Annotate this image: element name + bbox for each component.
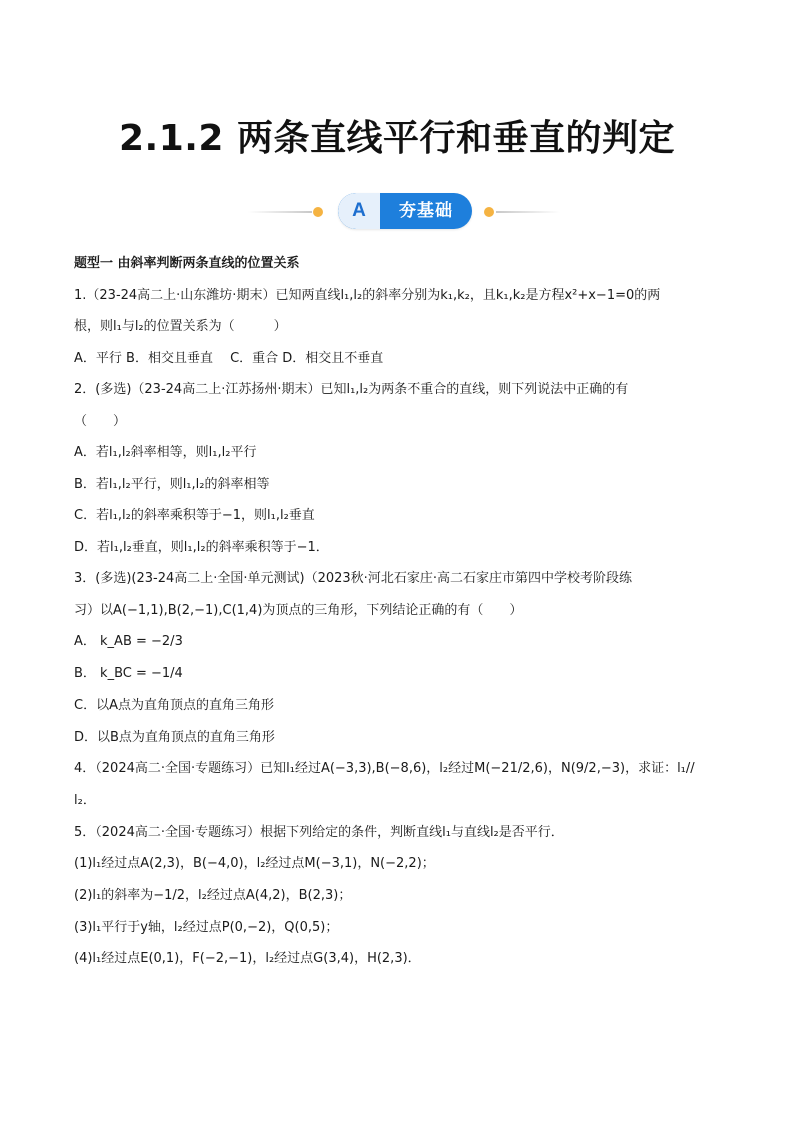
level-badge — [338, 193, 472, 229]
question-5-part-3: (3)l₁平行于y轴，l₂经过点P(0,−2)，Q(0,5)； — [74, 919, 339, 935]
question-2-line-1: 2．(多选)（23-24高二上·江苏扬州·期末）已知l₁,l₂为两条不重合的直线，则下列说法中正确的有 — [74, 382, 629, 397]
question-3-line-1: 3．(多选)(23-24高二上·全国·单元测试)（2023秋·河北石家庄·高二石家庄市第四中学校考阶段练 — [74, 571, 632, 586]
question-3-line-2: 习）以A(−1,1),B(2,−1),C(1,4)为顶点的三角形，下列结论正确的有（ ） — [74, 602, 523, 618]
question-2-option-b: B．若l₁,l₂平行，则l₁,l₂的斜率相等 — [74, 476, 270, 492]
dot-decoration-left — [313, 207, 323, 217]
level-letter: A — [338, 193, 380, 229]
question-1-options: A．平行 B．相交且垂直 C．重合 D．相交且不垂直 — [74, 350, 384, 366]
question-1-line-2: 根，则l₁与l₂的位置关系为（ ） — [74, 319, 287, 334]
divider-left — [248, 211, 312, 213]
question-3-option-c: C．以A点为直角顶点的直角三角形 — [74, 698, 274, 713]
question-2-line-2: （ ） — [74, 413, 127, 429]
question-1-line-1: 1.（23-24高二上·山东潍坊·期末）已知两直线l₁,l₂的斜率分别为k₁,k₂，且k₁,k₂是方程x²+x−1=0的两 — [74, 287, 661, 303]
question-3-option-a: A． k_AB = −2/3 — [74, 634, 183, 649]
dot-decoration-right — [484, 207, 494, 217]
question-3-option-b: B． k_BC = −1/4 — [74, 666, 183, 681]
question-5-stem: 5．（2024高二·全国·专题练习）根据下列给定的条件，判断直线l₁与直线l₂是否平行． — [74, 824, 564, 840]
question-list — [74, 248, 730, 975]
question-4-line-2: l₂． — [74, 793, 96, 808]
question-5-part-4: (4)l₁经过点E(0,1)，F(−2,−1)，l₂经过点G(3,4)，H(2,3)． — [74, 951, 421, 966]
question-2-option-c: C．若l₁,l₂的斜率乘积等于−1，则l₁,l₂垂直 — [74, 508, 315, 523]
question-2-option-d: D．若l₁,l₂垂直，则l₁,l₂的斜率乘积等于−1． — [74, 539, 329, 555]
section-heading: 题型一 由斜率判断两条直线的位置关系 — [74, 256, 300, 271]
question-5-part-2: (2)l₁的斜率为−1/2，l₂经过点A(4,2)，B(2,3)； — [74, 887, 352, 903]
divider-right — [496, 211, 560, 213]
question-5-part-1: (1)l₁经过点A(2,3)，B(−4,0)，l₂经过点M(−3,1)，N(−2,2)； — [74, 856, 435, 871]
question-2-option-a: A．若l₁,l₂斜率相等，则l₁,l₂平行 — [74, 445, 257, 460]
page-title: 2.1.2 两条直线平行和垂直的判定 — [118, 118, 676, 159]
question-3-option-d: D．以B点为直角顶点的直角三角形 — [74, 729, 275, 745]
question-4-line-1: 4．（2024高二·全国·专题练习）已知l₁经过A(−3,3),B(−8,6)，l₂经过M(−21/2,6)，N(9/2,−3)，求证：l₁// — [74, 761, 695, 776]
level-label: 夯基础 — [399, 201, 453, 221]
section-banner — [0, 191, 794, 231]
